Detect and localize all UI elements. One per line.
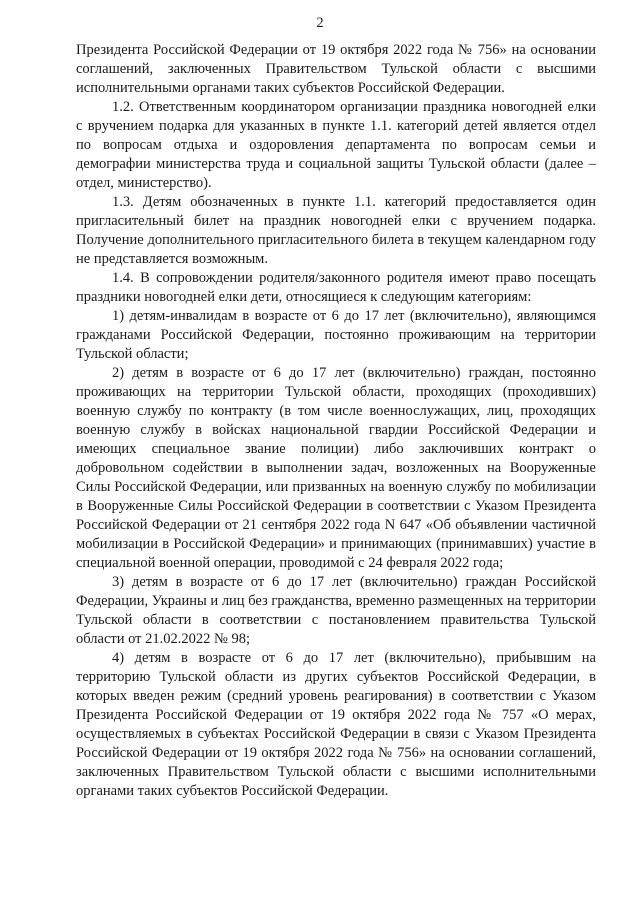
paragraph-continuation: Президента Российской Федерации от 19 октября 2022 года № 756» на основании соглашений, заключенных Правительством Тульской области с высшими исполнительными органами таких субъектов Российской Федерации. bbox=[76, 42, 596, 96]
document-body bbox=[76, 41, 596, 801]
paragraph-1-3: 1.3. Детям обозначенных в пункте 1.1. категорий предоставляется один пригласительный билет на праздник новогодней елки с вручением подарка. Получение дополнительного пригласительного билета в текущем календарном году не представляется возможным. bbox=[76, 194, 596, 267]
list-item-3: 3) детям в возрасте от 6 до 17 лет (включительно) граждан Российской Федерации, Украины и лиц без гражданства, временно размещенных на территории Тульской области в соответствии с постановлением правительства Тульской области от 21.02.2022 № 98; bbox=[76, 574, 596, 647]
list-item-1: 1) детям-инвалидам в возрасте от 6 до 17 лет (включительно), являющимся гражданами Российской Федерации, постоянно проживающим на территории Тульской области; bbox=[76, 308, 596, 362]
page-number: 2 bbox=[316, 15, 324, 31]
paragraph-1-4: 1.4. В сопровождении родителя/законного родителя имеют право посещать праздники новогодней елки дети, относящиеся к следующим категориям: bbox=[76, 270, 596, 305]
list-item-4: 4) детям в возрасте от 6 до 17 лет (включительно), прибывшим на территорию Тульской области из других субъектов Российской Федерации, в которых введен режим (средний уровень реагирования) в соответствии с Указом Президента Российской Федерации от 19 октября 2022 года № 757 «О мерах, осуществляемых в субъектах Российской Федерации в связи с Указом Президента Российской Федерации от 19 октября 2022 года № 756» на основании соглашений, заключенных Правительством Тульской области с высшими исполнительными органами таких субъектов Российской Федерации. bbox=[76, 650, 596, 799]
paragraph-1-2: 1.2. Ответственным координатором организации праздника новогодней елки с вручением подарка для указанных в пункте 1.1. категорий детей является отдел по вопросам отдыха и оздоровления департамента по вопросам семьи и демографии министерства труда и социальной защиты Тульской области (далее – отдел, министерство). bbox=[76, 99, 596, 191]
list-item-2: 2) детям в возрасте от 6 до 17 лет (включительно) граждан, постоянно проживающих на территории Тульской области, проходящих (проходивших) военную службу по контракту (в том числе военнослужащих, лиц, проходящих военную службу в войсках национальной гвардии Российской Федерации и имеющих специальное звание полиции) либо заключивших контракт о добровольном содействии в выполнении задач, возложенных на Вооруженные Силы Российской Федерации, или призванных на военную службу по мобилизации в Вооруженные Силы Российской Федерации в соответствии с Указом Президента Российской Федерации от 21 сентября 2022 года N 647 «Об объявлении частичной мобилизации в Российской Федерации» и принимающих (принимавших) участие в специальной военной операции, проводимой с 24 февраля 2022 года; bbox=[76, 365, 596, 571]
